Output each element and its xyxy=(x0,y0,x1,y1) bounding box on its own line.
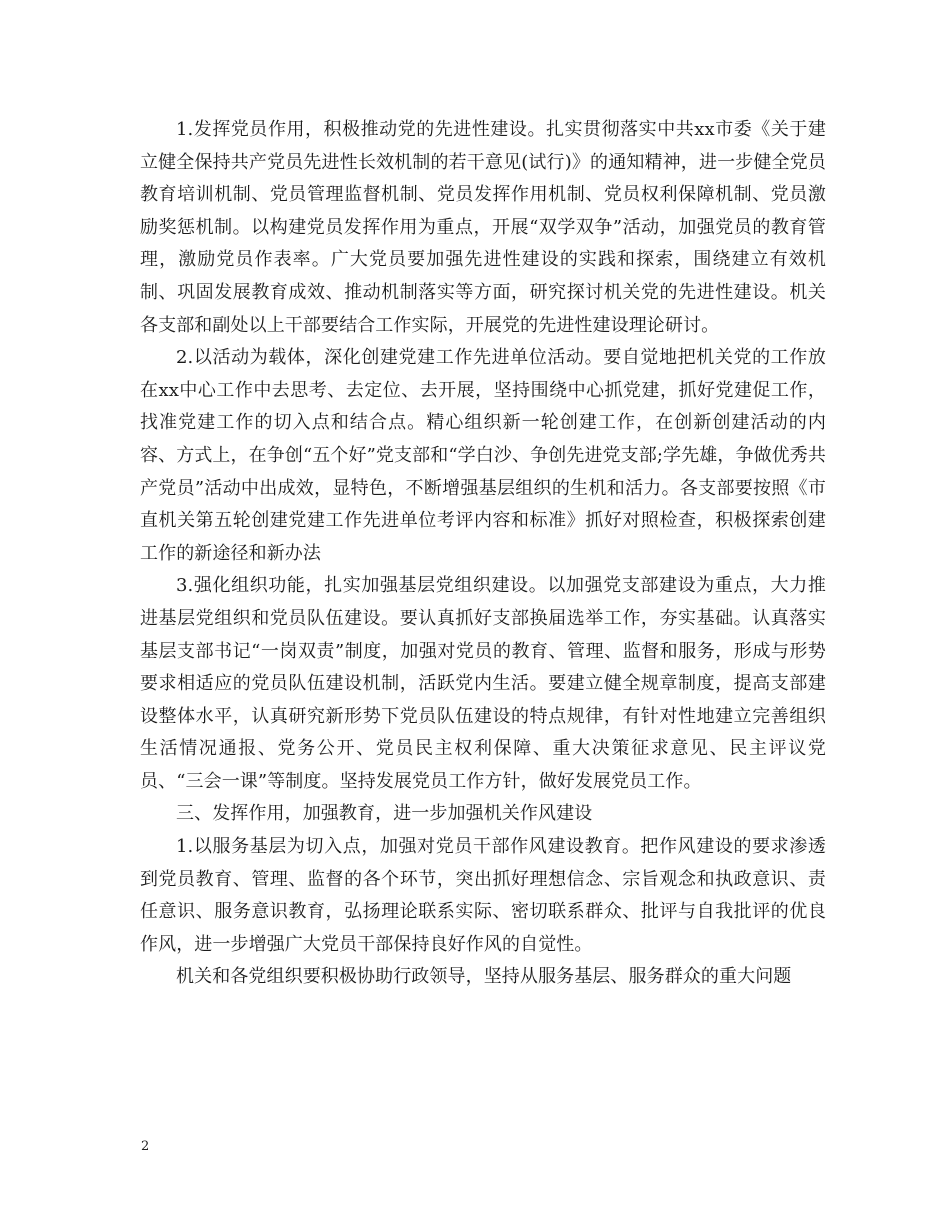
section-heading: 三、发挥作用，加强教育，进一步加强机关作风建设 xyxy=(176,803,593,825)
paragraph-5: 机关和各党组织要积极协助行政领导，坚持从服务基层、服务群众的重大问题 xyxy=(176,966,792,988)
paragraph-3: 3.强化组织功能，扎实加强基层党组织建设。以加强党支部建设为重点，大力推进基层党组织和党员队伍建设。要认真抓好支部换届选举工作，夯实基础。认真落实基层支部书记“一岗双责”制度，加强对党员的教育、管理、监督和服务，形成与形势要求相适应的党员队伍建设机制，活跃党内生活。要建立健全规章制度，提高支部建设整体水平，认真研究新形势下党员队伍建设的特点规律，有针对性地建立完善组织生活情况通报、党务公开、党员民主权利保障、重大决策征求意见、民主评议党员、“三会一课”等制度。坚持发展党员工作方针，做好发展党员工作。 xyxy=(140,575,826,792)
page-number: 2 xyxy=(141,1139,150,1154)
body-text xyxy=(140,114,826,994)
paragraph-4: 1.以服务基层为切入点，加强对党员干部作风建设教育。把作风建设的要求渗透到党员教育、管理、监督的各个环节，突出抓好理想信念、宗旨观念和执政意识、责任意识、服务意识教育，弘扬理论联系实际、密切联系群众、批评与自我批评的优良作风，进一步增强广大党员干部保持良好作风的自觉性。 xyxy=(140,836,826,955)
paragraph-2: 2.以活动为载体，深化创建党建工作先进单位活动。要自觉地把机关党的工作放在xx中心工作中去思考、去定位、去开展，坚持围绕中心抓党建，抓好党建促工作，找准党建工作的切入点和结合点。精心组织新一轮创建工作，在创新创建活动的内容、方式上，在争创“五个好”党支部和“学白沙、争创先进党支部;学先雄，争做优秀共产党员”活动中出成效，显特色，不断增强基层组织的生机和活力。各支部要按照《市直机关第五轮创建党建工作先进单位考评内容和标准》抓好对照检查，积极探索创建工作的新途径和新办法 xyxy=(140,347,826,564)
paragraph-1: 1.发挥党员作用，积极推动党的先进性建设。扎实贯彻落实中共xx市委《关于建立健全保持共产党员先进性长效机制的若干意见(试行)》的通知精神，进一步健全党员教育培训机制、党员管理监督机制、党员发挥作用机制、党员权利保障机制、党员激励奖惩机制。以构建党员发挥作用为重点，开展“双学双争”活动，加强党员的教育管理，激励党员作表率。广大党员要加强先进性建设的实践和探索，围绕建立有效机制、巩固发展教育成效、推动机制落实等方面，研究探讨机关党的先进性建设。机关各支部和副处以上干部要结合工作实际，开展党的先进性建设理论研讨。 xyxy=(140,119,826,336)
